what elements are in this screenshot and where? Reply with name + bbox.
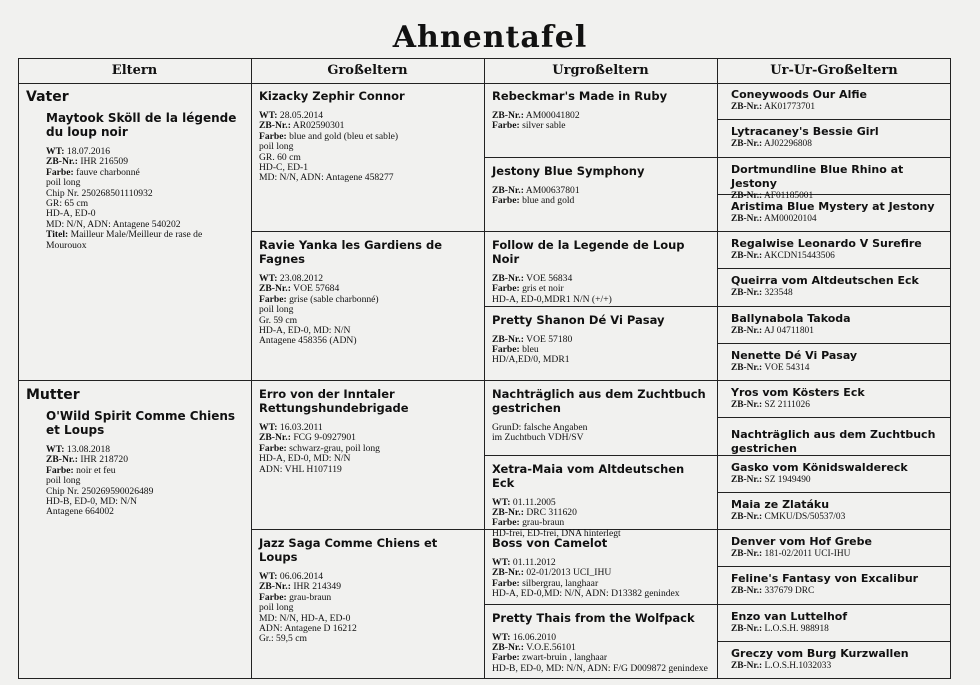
detail-value: HD-A, ED-0,MDR1 N/N (+/+): [492, 293, 612, 305]
detail-value: 02-01/2013 UCI_IHU: [526, 567, 612, 579]
detail-key: ZB-Nr.:: [731, 660, 763, 671]
detail-value: Chip Nr. 250269590026489: [46, 485, 154, 497]
detail-value: grise (sable charbonné): [289, 293, 379, 305]
dog-name: Boss von Camelot: [492, 536, 608, 550]
detail-value: noir et feu: [76, 464, 116, 476]
detail-key: ZB-Nr.:: [259, 432, 291, 444]
detail-key: Farbe:: [492, 283, 520, 295]
detail-value: AR02590301: [292, 120, 345, 132]
header-ur-ur-grosseltern: Ur-Ur-Großeltern: [717, 58, 951, 84]
detail-key: Farbe:: [492, 194, 520, 206]
detail-key: WT:: [259, 273, 278, 284]
detail-value: IHR 216509: [80, 156, 129, 168]
detail-value: Gr.: 59,5 cm: [259, 633, 307, 645]
detail-key: ZB-Nr.:: [731, 251, 763, 261]
parent-role: Mutter: [26, 387, 80, 403]
detail-value: HD-A, ED-0, MD: N/N: [259, 325, 351, 337]
detail-key: Farbe:: [492, 343, 520, 355]
dog-name: Jestony Blue Symphony: [492, 163, 645, 178]
detail-value: HD-A, ED-0,MD: N/N, ADN: D13382 genindex: [492, 588, 680, 600]
detail-value: SZ 2111026: [764, 400, 810, 410]
detail-value: blue and gold (bleu et sable): [289, 130, 399, 142]
dog-name: Feline's Fantasy von Excalibur: [731, 572, 919, 586]
detail-value: MD: N/N, ADN: Antagene 540202: [46, 218, 181, 230]
dog-name: Pretty Thais from the Wolfpack: [492, 610, 695, 625]
detail-value: fauve charbonné: [76, 166, 140, 178]
detail-value: VOE 56834: [526, 273, 573, 284]
detail-key: ZB-Nr.:: [731, 549, 763, 559]
detail-value: HD-C, ED-1: [259, 162, 309, 174]
detail-value: poil long: [46, 177, 81, 189]
detail-key: WT:: [259, 110, 278, 121]
dog-name: Aristima Blue Mystery at Jestony: [731, 199, 935, 213]
dog-name: Ballynabola Takoda: [731, 311, 851, 325]
detail-value: 16.06.2010: [512, 631, 557, 643]
detail-value: AKCDN15443506: [764, 251, 835, 261]
detail-value: AJ 04711801: [764, 325, 814, 336]
detail-key: Titel:: [46, 229, 69, 241]
dog-name: Nachträglich aus dem Zuchtbuch gestrichen: [492, 387, 706, 415]
detail-value: 323548: [764, 288, 793, 299]
detail-value: silbergrau, langhaar: [522, 577, 599, 589]
detail-value: SZ 1949490: [764, 474, 811, 485]
detail-value: Antagene 664002: [46, 506, 114, 518]
detail-key: Farbe:: [46, 166, 74, 178]
detail-value: AJ02296808: [764, 139, 812, 150]
detail-key: ZB-Nr.:: [731, 586, 763, 597]
detail-value: poil long: [259, 141, 294, 153]
detail-key: ZB-Nr.:: [731, 400, 763, 410]
dog-name: Follow de la Legende de Loup Noir: [492, 238, 685, 266]
detail-value: Antagene 458356 (ADN): [259, 335, 357, 347]
detail-value: L.O.S.H.1032033: [764, 660, 832, 671]
detail-key: ZB-Nr.:: [731, 362, 763, 373]
detail-key: Farbe:: [492, 577, 520, 589]
detail-key: Farbe:: [492, 652, 520, 664]
table-border: [18, 58, 951, 679]
detail-value: 181-02/2011 UCI-IHU: [764, 549, 851, 559]
detail-value: CMKU/DS/50537/03: [764, 511, 846, 522]
detail-key: WT:: [492, 631, 511, 643]
detail-value: 23.08.2012: [279, 273, 324, 284]
dog-name: Lytracaney's Bessie Girl: [731, 125, 879, 139]
detail-value: HD-B, ED-0, MD: N/N: [46, 496, 137, 508]
detail-key: WT:: [259, 422, 278, 433]
dog-name: Erro von der Inntaler Rettungshundebrigade: [259, 387, 409, 415]
detail-key: ZB-Nr.:: [492, 567, 524, 579]
detail-value: MD: N/N, HD-A, ED-0: [259, 612, 351, 624]
dog-name: Dortmundline Blue Rhino at Jestony: [731, 162, 904, 190]
detail-value: 06.06.2014: [279, 571, 324, 582]
dog-name: Denver vom Hof Grebe: [731, 535, 872, 548]
dog-name: Jazz Saga Comme Chiens et Loups: [259, 536, 438, 564]
detail-key: WT:: [492, 496, 511, 508]
detail-key: Farbe:: [492, 517, 520, 529]
detail-value: poil long: [46, 475, 81, 487]
page-title: Ahnentafel: [392, 20, 588, 55]
detail-value: VOE 57684: [293, 283, 340, 295]
detail-value: ADN: Antagene D 16212: [259, 623, 357, 635]
dog-name: Enzo van Luttelhof: [731, 609, 848, 623]
dog-name: Nenette Dé Vi Pasay: [731, 348, 858, 362]
detail-key: ZB-Nr.:: [46, 156, 78, 168]
header-grosseltern: Großeltern: [251, 58, 484, 84]
detail-value: VOE 54314: [764, 362, 810, 373]
detail-value: ADN: VHL H107119: [259, 463, 342, 475]
detail-value: AM00041802: [525, 110, 580, 121]
detail-value: Mailleur Male/Meilleur de rase de Mourouox: [46, 229, 203, 251]
detail-value: zwart-bruin , langhaar: [522, 652, 608, 664]
detail-key: Farbe:: [46, 464, 74, 476]
detail-value: AM00020104: [764, 213, 817, 224]
detail-value: VOE 57180: [526, 333, 573, 345]
detail-value: GR: 65 cm: [46, 198, 89, 210]
dog-name: Coneywoods Our Alfie: [731, 88, 867, 101]
dog-name: Queirra vom Altdeutschen Eck: [731, 274, 919, 288]
detail-key: ZB-Nr.:: [492, 273, 524, 284]
dog-name: Maia ze Zlatáku: [731, 497, 830, 511]
detail-key: ZB-Nr.:: [731, 288, 763, 299]
detail-key: ZB-Nr.:: [731, 325, 763, 336]
detail-key: Farbe:: [259, 293, 287, 305]
detail-value: 18.07.2016: [66, 146, 111, 157]
detail-key: ZB-Nr.:: [492, 184, 524, 196]
detail-value: HD-A, ED-0: [46, 208, 96, 220]
dog-name: Regalwise Leonardo V Surefire: [731, 237, 922, 250]
detail-key: ZB-Nr.:: [492, 641, 524, 653]
dog-name: Gasko vom Könidswaldereck: [731, 460, 908, 474]
detail-value: HD-frei, ED-frei, DNA hinterlegt: [492, 527, 621, 539]
detail-key: ZB-Nr.:: [731, 190, 763, 201]
dog-name: Kizacky Zephir Connor: [259, 89, 405, 103]
detail-value: Gr. 59 cm: [259, 314, 298, 326]
detail-value: 01.11.2005: [512, 496, 556, 508]
dog-name: Greczy vom Burg Kurzwallen: [731, 646, 909, 660]
detail-value: im Zuchtbuch VDH/SV: [492, 432, 584, 444]
detail-value: grau-braun: [522, 517, 565, 529]
detail-value: silver sable: [522, 120, 566, 132]
dog-name: Nachträglich aus dem Zuchtbuch gestrichen: [731, 428, 936, 456]
detail-value: Chip Nr. 250268501110932: [46, 187, 153, 199]
detail-key: ZB-Nr.:: [259, 283, 291, 295]
detail-key: WT:: [492, 557, 511, 568]
dog-name: Maytook Sköll de la légende du loup noir: [46, 111, 237, 139]
detail-value: DRC 311620: [526, 506, 577, 518]
detail-key: ZB-Nr.:: [731, 102, 763, 112]
header-urgrosseltern: Urgroßeltern: [484, 58, 717, 84]
detail-value: L.O.S.H. 988918: [764, 623, 829, 634]
detail-key: ZB-Nr.:: [492, 333, 524, 345]
detail-key: ZB-Nr.:: [259, 120, 291, 132]
dog-name: Ravie Yanka les Gardiens de Fagnes: [259, 238, 442, 266]
detail-value: 16.03.2011: [279, 422, 323, 433]
detail-value: bleu: [522, 343, 539, 355]
detail-value: AF01185001: [764, 190, 814, 201]
pedigree-table: [18, 58, 951, 679]
detail-value: 337679 DRC: [764, 586, 815, 597]
detail-value: blue and gold: [522, 194, 575, 206]
detail-key: ZB-Nr.:: [731, 623, 763, 634]
dog-name: Yros vom Kösters Eck: [731, 386, 865, 399]
detail-value: MD: N/N, ADN: Antagene 458277: [259, 172, 394, 184]
detail-key: ZB-Nr.:: [731, 511, 763, 522]
detail-key: WT:: [259, 571, 278, 582]
detail-key: ZB-Nr.:: [731, 474, 763, 485]
detail-value: AK01773701: [764, 102, 816, 112]
detail-key: ZB-Nr.:: [259, 581, 291, 593]
dog-name: Pretty Shanon Dé Vi Pasay: [492, 312, 665, 327]
detail-key: ZB-Nr.:: [492, 110, 524, 121]
detail-value: GR. 60 cm: [259, 151, 301, 163]
detail-key: Farbe:: [259, 591, 287, 603]
detail-value: poil long: [259, 304, 294, 316]
detail-key: WT:: [46, 444, 65, 455]
detail-value: FCG 9-0927901: [293, 432, 356, 444]
detail-value: AM00637801: [525, 184, 580, 196]
detail-key: WT:: [46, 146, 65, 157]
dog-name: Xetra-Maia vom Altdeutschen Eck: [492, 461, 685, 490]
detail-value: V.O.E.56101: [526, 641, 576, 653]
detail-value: 28.05.2014: [279, 110, 324, 121]
dog-name: Rebeckmar's Made in Ruby: [492, 89, 668, 103]
detail-key: ZB-Nr.:: [731, 139, 763, 150]
detail-value: IHR 218720: [80, 454, 129, 466]
detail-key: Farbe:: [259, 442, 287, 454]
detail-key: Farbe:: [259, 130, 287, 142]
detail-value: gris et noir: [522, 283, 564, 295]
detail-value: poil long: [259, 602, 294, 614]
detail-key: Farbe:: [492, 120, 520, 132]
detail-value: GrunD: falsche Angaben: [492, 422, 588, 433]
detail-value: 13.08.2018: [66, 444, 111, 455]
dog-name: O'Wild Spirit Comme Chiens et Loups: [46, 409, 236, 437]
detail-value: HD/A,ED/0, MDR1: [492, 354, 570, 366]
detail-value: grau-braun: [289, 591, 332, 603]
parent-role: Vater: [26, 89, 69, 105]
detail-value: 01.11.2012: [512, 557, 556, 568]
detail-value: schwarz-grau, poil long: [289, 442, 380, 454]
detail-key: ZB-Nr.:: [731, 213, 763, 224]
detail-key: ZB-Nr.:: [46, 454, 78, 466]
header-eltern: Eltern: [18, 58, 251, 84]
detail-key: ZB-Nr.:: [492, 506, 524, 518]
detail-value: IHR 214349: [293, 581, 342, 593]
detail-value: HD-A, ED-0, MD: N/N: [259, 453, 351, 465]
detail-value: HD-B, ED-0, MD: N/N, ADN: F/G D009872 genindexe: [492, 662, 708, 674]
